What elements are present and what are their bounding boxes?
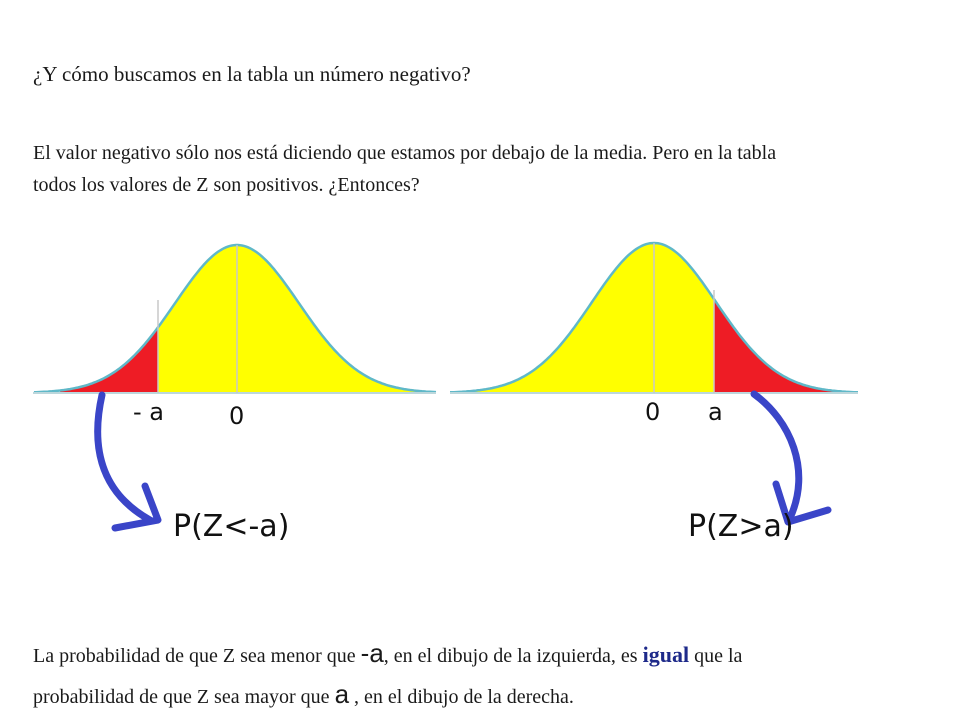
left-yellow-area [158, 245, 436, 393]
left-red-tail-area [60, 327, 158, 393]
right-yellow-area [452, 243, 714, 393]
question-heading: ¿Y cómo buscamos en la tabla un número negativo? [33, 62, 471, 86]
conclusion-a: a [334, 679, 350, 709]
conclusion-neg-a: -a [360, 638, 384, 668]
intro-line-1: El valor negativo sólo nos está diciendo que estamos por debajo de la media. Pero en la tabla [33, 142, 777, 164]
conclusion-paragraph [33, 634, 933, 716]
conclusion-text-1b: , en el dibujo de la izquierda, es [383, 645, 643, 667]
right-probability-label: P(Z>a) [688, 509, 794, 544]
conclusion-line-2 [33, 675, 933, 716]
right-normal-curve-graph [450, 243, 858, 544]
conclusion-line-1 [33, 634, 933, 675]
conclusion-igual: igual [642, 642, 690, 667]
right-zero-label: 0 [645, 398, 661, 426]
intro-line-2: todos los valores de Z son positivos. ¿Entonces? [33, 174, 420, 196]
conclusion-text-2a: probabilidad de que Z sea mayor que [33, 686, 335, 708]
left-normal-curve-graph [33, 245, 436, 544]
right-red-tail-area [714, 299, 840, 393]
conclusion-text-2b: , en el dibujo de la derecha. [349, 686, 574, 708]
left-zero-label: 0 [229, 402, 245, 430]
left-probability-label: P(Z<-a) [173, 509, 290, 544]
left-neg-a-label: - a [133, 398, 164, 426]
conclusion-text-1a: La probabilidad de que Z sea menor que [33, 645, 361, 667]
right-arrow-icon [754, 394, 799, 518]
conclusion-text-1c: que la [689, 645, 743, 667]
right-a-label: a [708, 398, 723, 426]
